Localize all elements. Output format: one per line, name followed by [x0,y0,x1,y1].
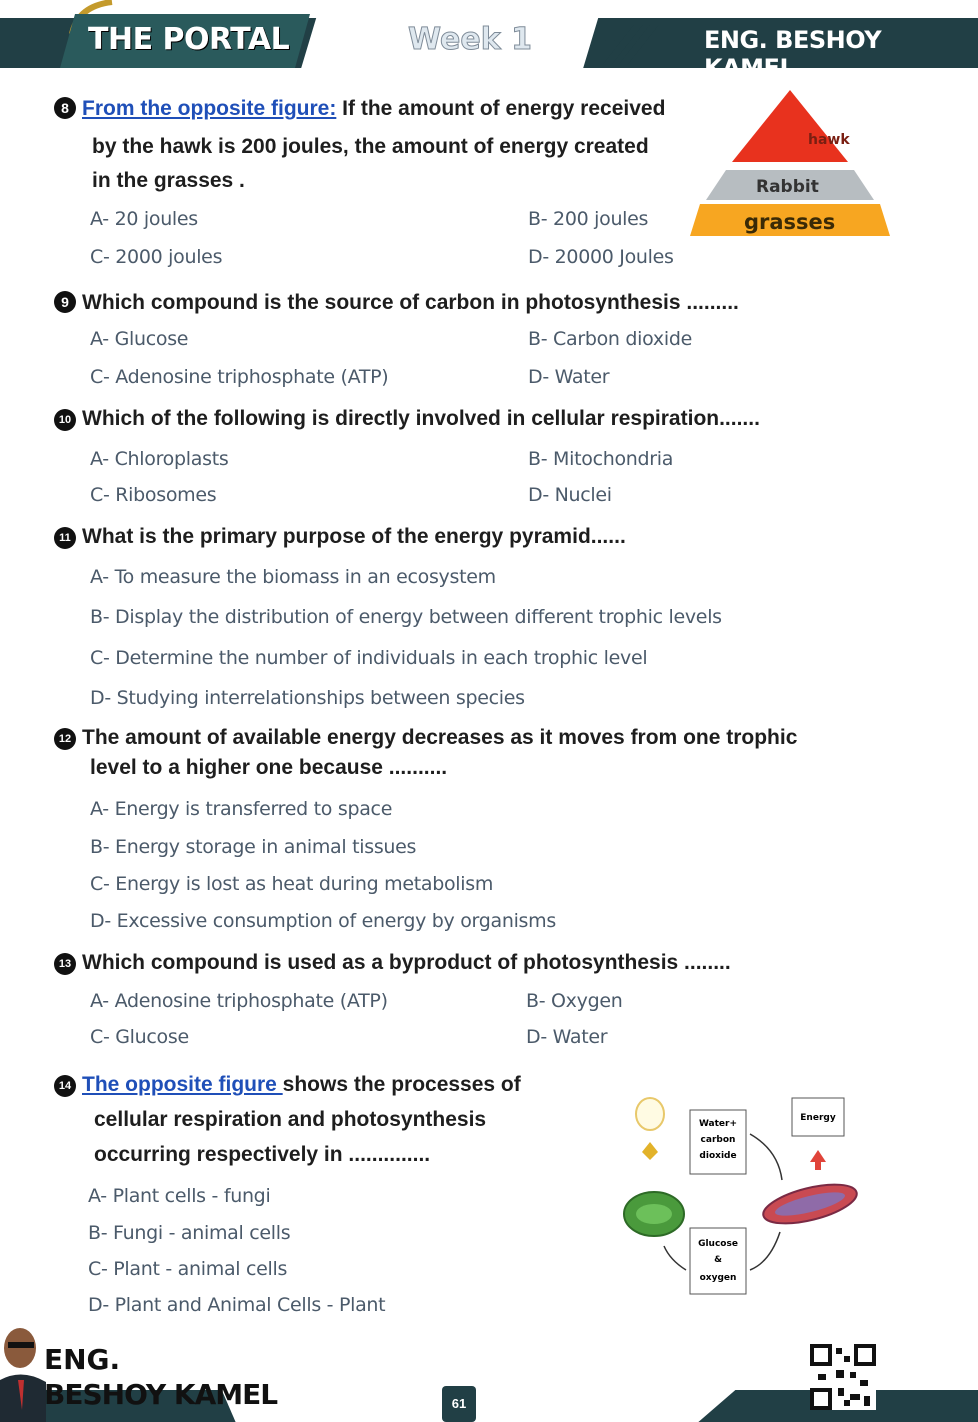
option-c[interactable]: C- Energy is lost as heat during metabolism [90,873,494,895]
question-number: 12 [54,728,76,750]
option-d[interactable]: D- Excessive consumption of energy by organisms [90,910,556,932]
lightbulb-icon [636,1098,664,1130]
question-9 [54,286,739,320]
question-8-line-2: by the hawk is 200 joules, the amount of energy created [92,135,649,158]
question-13 [54,946,731,980]
question-number: 14 [54,1075,76,1097]
page-number: 61 [442,1386,476,1422]
question-text: shows the processes of [282,1073,521,1096]
cycle-arrow [750,1232,780,1270]
option-b[interactable]: B- Energy storage in animal tissues [90,836,417,858]
question-11 [54,520,626,554]
question-number: 10 [54,409,76,431]
cycle-arrow [664,1246,686,1270]
light-diamond-icon [642,1142,658,1160]
question-text: Which compound is used as a byproduct of photosynthesis ........ [82,951,731,974]
box-text: dioxide [699,1151,737,1161]
author-photo-avatar [0,1320,46,1422]
energy-up-arrow-icon [810,1150,826,1162]
respiration-photosynthesis-cycle-figure [610,1090,870,1300]
qr-code-icon[interactable] [810,1344,876,1410]
question-10 [54,402,760,436]
question-text: The amount of available energy decreases as it moves from one trophic [82,726,798,749]
option-a[interactable]: A- Chloroplasts [90,448,229,470]
pyramid-label-rabbit: Rabbit [756,177,819,197]
question-number: 9 [54,291,76,313]
question-number: 8 [54,97,76,119]
footer-gap [220,1386,740,1422]
question-number: 13 [54,953,76,975]
footer-author-name: BESHOY KAMEL [44,1378,278,1411]
option-b[interactable]: B- Mitochondria [528,448,674,470]
option-c[interactable]: C- Adenosine triphosphate (ATP) [90,366,389,388]
pyramid-label-hawk: hawk [808,132,850,148]
option-a[interactable]: A- To measure the biomass in an ecosystem [90,566,496,588]
option-b[interactable]: B- Oxygen [526,990,623,1012]
question-12-line-2: level to a higher one because .......... [90,756,448,779]
pyramid-label-grasses: grasses [744,210,836,234]
pyramid-level-hawk [732,90,848,162]
question-text: What is the primary purpose of the energy pyramid...... [82,525,626,548]
question-text: Which of the following is directly involved in cellular respiration....... [82,407,760,430]
question-12 [54,721,797,755]
question-8 [54,92,665,126]
option-a[interactable]: A- Glucose [90,328,189,350]
page-header [0,0,978,82]
energy-arrow-stem [815,1162,821,1170]
option-b[interactable]: B- Display the distribution of energy between different trophic levels [90,606,722,628]
chloroplast-inner [636,1204,672,1224]
box-text: oxygen [699,1273,737,1283]
option-a[interactable]: A- Energy is transferred to space [90,798,393,820]
option-d[interactable]: D- Water [528,366,610,388]
cycle-arrow [750,1134,782,1180]
question-14-line-3: occurring respectively in .............. [94,1143,431,1166]
option-b[interactable]: B- Fungi - animal cells [88,1222,291,1244]
question-number: 11 [54,527,76,549]
box-text: Glucose [698,1239,738,1249]
author-label: ENG. BESHOY KAMEL [704,26,882,82]
box-text: Energy [800,1113,836,1123]
footer-eng-label: ENG. [44,1343,121,1376]
box-text: Water+ [698,1119,738,1129]
option-c[interactable]: C- Plant - animal cells [88,1258,288,1280]
figure-reference: The opposite figure [82,1073,283,1096]
option-c[interactable]: C- Ribosomes [90,484,217,506]
option-d[interactable]: D- Plant and Animal Cells - Plant [88,1294,386,1316]
energy-pyramid-figure [680,84,900,244]
figure-reference: From the opposite figure: [82,97,337,120]
week-label: Week 1 [408,22,532,57]
option-b[interactable]: B- Carbon dioxide [528,328,692,350]
option-d[interactable]: D- 20000 Joules [528,246,674,268]
question-text: If the amount of energy received [336,97,666,120]
option-a[interactable]: A- Plant cells - fungi [88,1185,271,1207]
box-text: & [714,1255,722,1265]
option-a[interactable]: A- Adenosine triphosphate (ATP) [90,990,388,1012]
option-c[interactable]: C- 2000 joules [90,246,223,268]
option-d[interactable]: D- Water [526,1026,608,1048]
question-14 [54,1068,521,1102]
option-b[interactable]: B- 200 joules [528,208,649,230]
option-c[interactable]: C- Glucose [90,1026,189,1048]
question-14-line-2: cellular respiration and photosynthesis [94,1108,487,1131]
option-a[interactable]: A- 20 joules [90,208,198,230]
option-d[interactable]: D- Nuclei [528,484,612,506]
logo-text: THE PORTAL [88,22,290,57]
option-d[interactable]: D- Studying interrelationships between species [90,687,525,709]
box-text: carbon [700,1135,736,1145]
option-c[interactable]: C- Determine the number of individuals in each trophic level [90,647,648,669]
question-8-line-3: in the grasses . [92,169,245,192]
question-text: Which compound is the source of carbon in photosynthesis ......... [82,291,739,314]
